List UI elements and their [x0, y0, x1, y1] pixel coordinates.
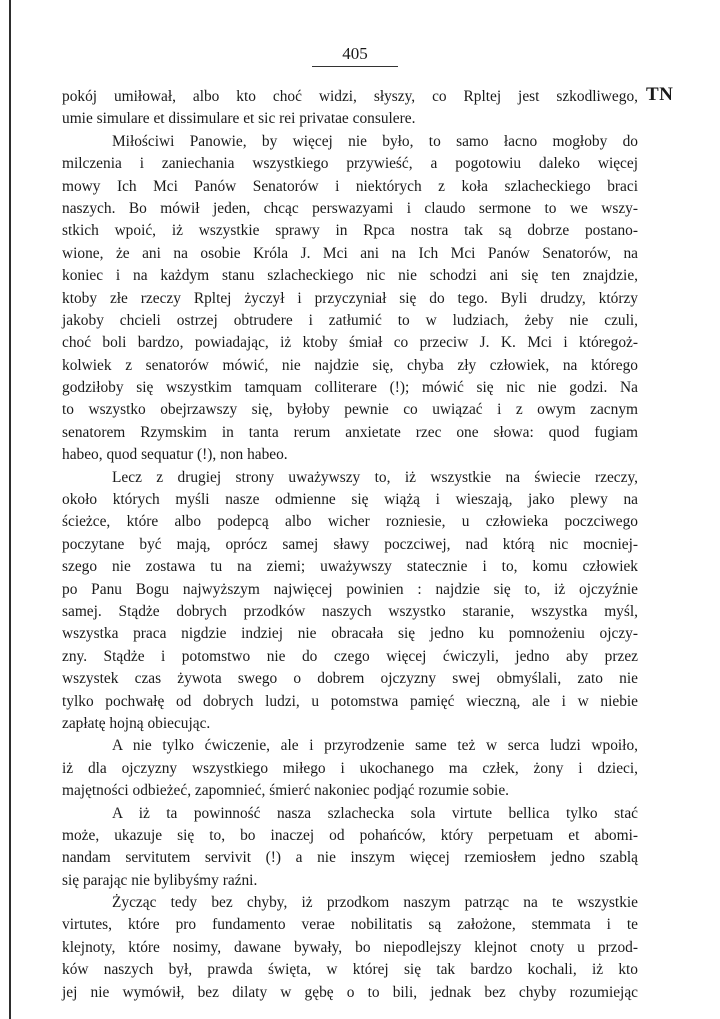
text-line: ków naszych był, prawda święta, w której się tak bardzo kochali, iż kto: [62, 961, 638, 979]
text-line: choć boli bardzo, powiadając, iż ktoby śmiał co przeciw J. K. Mci i któregoż-: [62, 334, 638, 352]
text-line: iż dla ojczyzny wszystkiego miłego i ukochanego ma człek, żony i dzieci,: [62, 759, 638, 777]
text-line: milczenia i zaniechania wszystkiego przywieść, a pogotowiu daleko więcej: [62, 155, 638, 173]
text-line: virtutes, które pro fundamento verae nobilitatis są założone, stemmata i te: [62, 916, 638, 934]
text-line: jakoby chcieli ostrzej obtrudere i zatłumić to w ludziach, żeby nie czuli,: [62, 311, 638, 329]
text-line: klejnoty, które nosimy, dawane bywały, bo niepodlejszy klejnot cnoty u przod-: [62, 938, 638, 956]
text-line: stkich wpoić, iż wszystkie sprawy in Rpca nostra tak są dobrze postano-: [62, 222, 638, 240]
text-line: ścieżce, które albo podepcą albo wicher rozniesie, u człowieka poczciwego: [62, 513, 638, 531]
text-line: umie simulare et dissimulare et sic rei privatae consulere.: [62, 110, 416, 128]
text-line: Lecz z drugiej strony uważywszy to, iż wszystkie na świecie rzeczy,: [112, 468, 638, 486]
text-line: senatorem Rzymskim in tanta rerum anxietate rzec one słowa: quod fugiam: [62, 423, 638, 441]
text-line: ktoby złe rzeczy Rpltej życzył i przyczyniał się do tego. Byli drudzy, którzy: [62, 289, 638, 307]
body-text: [62, 86, 638, 1004]
text-line: naszych. Bo mówił jeden, chcąc perswazyami i claudo sermone to we wszy-: [62, 199, 638, 217]
text-line: poczytane być mają, oprócz samej sławy poczciwej, nad którą nic mocniej-: [62, 535, 638, 553]
text-line: może, ukazuje się to, bo inaczej od pohańców, który perpetuam et abomi-: [62, 826, 638, 844]
text-line: Miłościwi Panowie, by więcej nie było, to samo łacno mogłoby do: [112, 132, 638, 150]
page-number-underline: [312, 66, 398, 67]
text-line: kolwiek z senatorów mówić, nie najdzie się, chyba zły człowiek, na którego: [62, 356, 638, 374]
text-line: nandam servitutem servivit (!) a nie inszym więcej rzemiosłem jedno szablą: [62, 849, 638, 867]
text-line: tylko pochwałę od dobrych ludzi, u potomstwa pamięć wieczną, ale i w niebie: [62, 692, 638, 710]
marginal-mark: TN: [646, 84, 674, 105]
text-line: Życząc tedy bez chyby, iż przodkom naszym patrząc na te wszystkie: [112, 894, 638, 912]
text-line: po Panu Bogu najwyższym najwięcej powinien : najdzie się to, iż ojczyźnie: [62, 580, 638, 598]
text-line: około których myśli nasze odmienne się wiążą i wieszają, jako plewy na: [62, 491, 638, 509]
text-line: habeo, quod sequatur (!), non habeo.: [62, 446, 288, 464]
text-line: wione, że ani na osobie Króla J. Mci ani na Ich Mci Panów Senatorów, na: [62, 244, 638, 262]
text-line: zny. Stądże i potomstwo nie do czego więcej ćwiczyli, jedno aby przez: [62, 647, 638, 665]
text-line: mowy Ich Mci Panów Senatorów i niektórych z koła szlacheckiego braci: [62, 177, 638, 195]
text-line: wszystek czas żywota swego o dobrem ojczyzny swej obmyślali, zato nie: [62, 670, 638, 688]
text-line: to wszystko obejrzawszy się, byłoby pewnie co uwiązać i z owym zacnym: [62, 401, 638, 419]
text-line: koniec i na każdym stanu szlacheckiego nic nie schodzi ani się ten znajdzie,: [62, 267, 638, 285]
text-line: pokój umiłował, albo kto choć widzi, słyszy, co Rpltej jest szkodliwego,: [62, 88, 638, 105]
text-line: zapłatę hojną obiecując.: [62, 714, 211, 732]
text-line: A nie tylko ćwiczenie, ale i przyrodzenie same też w serca ludzi wpoiło,: [112, 737, 638, 755]
text-line: szego nie zostawa tu na ziemi; uważywszy statecznie i to, komu człowiek: [62, 558, 638, 576]
text-line: majętności odbieżeć, zapomnieć, śmierć nakoniec podjąć rozumie sobie.: [62, 782, 510, 800]
text-line: się parając nie bylibyśmy raźni.: [62, 871, 258, 889]
text-line: jej nie wymówił, bez dilaty w gębę o to bili, jednak bez chyby rozumiejąc: [62, 983, 638, 1001]
text-line: A iż ta powinność nasza szlachecka sola virtute bellica tylko stać: [112, 804, 638, 822]
text-line: wszystka praca nigdzie indziej nie obracała się jedno ku pomnożeniu ojczy-: [62, 625, 638, 643]
text-line: godziłoby się wszystkim tamquam colliterare (!); mówić się nic nie godzi. Na: [62, 379, 638, 397]
text-line: samej. Stądże dobrych przodków naszych wszystko staranie, wszystka myśl,: [62, 602, 638, 620]
page-number: 405: [342, 44, 368, 63]
